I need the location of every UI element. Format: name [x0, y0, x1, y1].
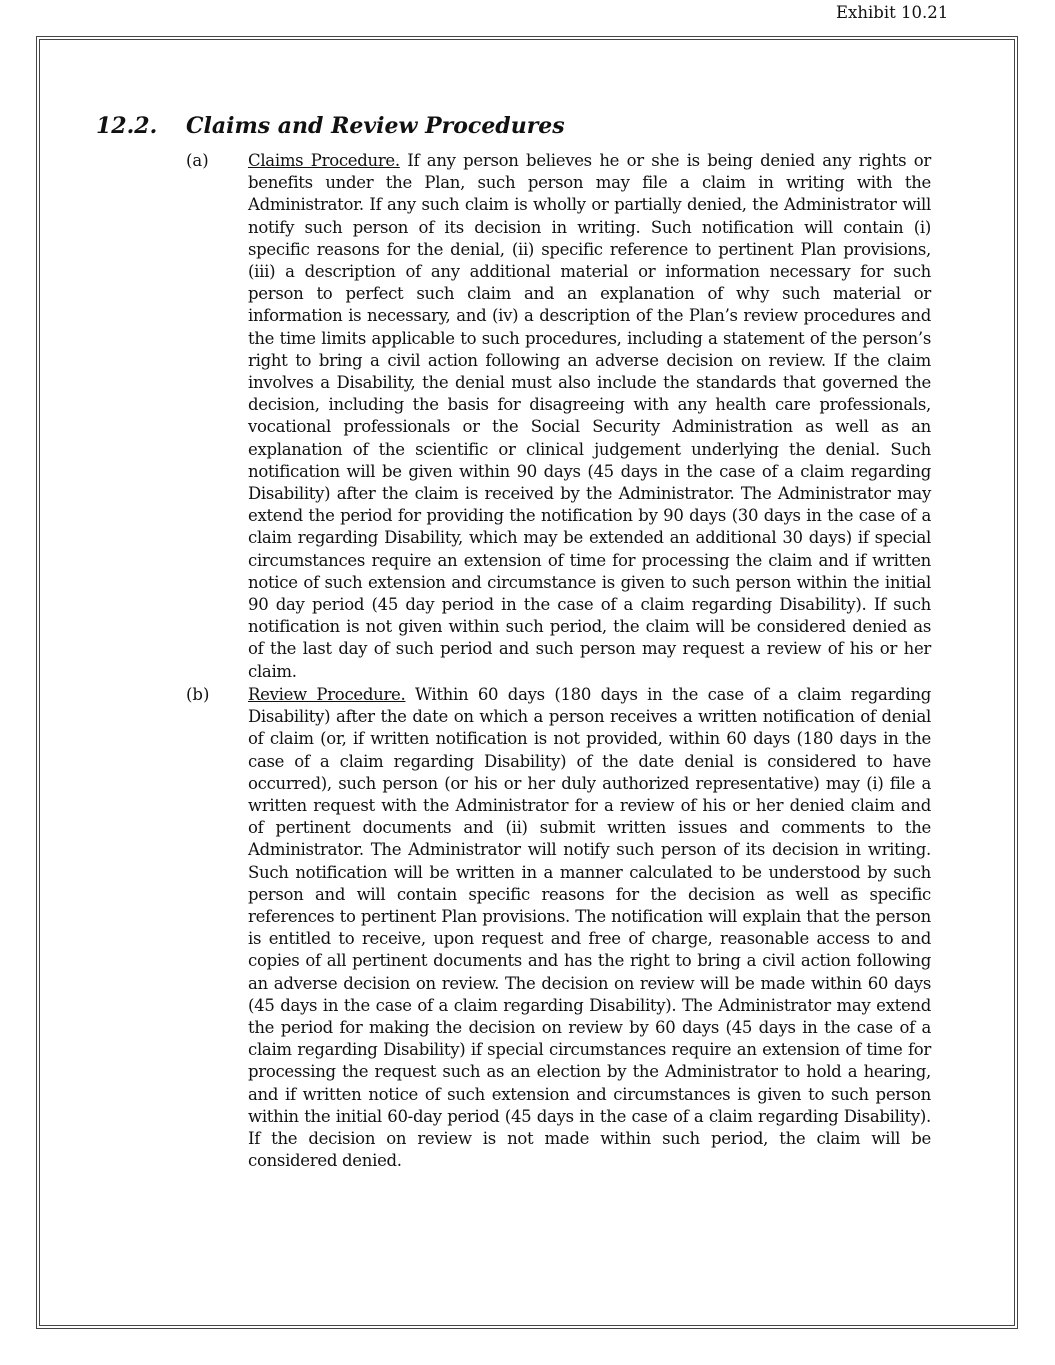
- paragraph-claims-procedure: [186, 150, 931, 683]
- paragraph-review-procedure: [186, 684, 931, 1172]
- paragraph-text: [248, 150, 931, 683]
- paragraph-label: (a): [186, 151, 209, 170]
- section-heading: [96, 111, 936, 141]
- section-title: Claims and Review Procedures: [186, 113, 565, 139]
- paragraph-text: [248, 684, 931, 1172]
- paragraph-label: (b): [186, 685, 210, 704]
- section-number: 12.2.: [96, 113, 158, 139]
- paragraph-body: Within 60 days (180 days in the case of a claim regarding Disability) after the date on which a person receives a written notification of denial of claim (or, if written notification is not provided, within 60 days (180 days in the case of a claim regarding Disability) of the date denial is considered to have occurred), such person (or his or her duly authorized representative) may (i) file a written request with the Administrator for a review of his or her denied claim and of pertinent documents and (ii) submit written issues and comments to the Administrator. The Administrator will notify such person of its decision in writing. Such notification will be written in a manner calculated to be understood by such person and will contain specific reasons for the decision as well as specific references to pertinent Plan provisions. The notification will explain that the person is entitled to receive, upon request and free of charge, reasonable access to and copies of all pertinent documents and has the right to bring a civil action following an adverse decision on review. The decision on review will be made within 60 days (45 days in the case of a claim regarding Disability). The Administrator may extend the period for making the decision on review by 60 days (45 days in the case of a claim regarding Disability) if special circumstances require an extension of time for processing the request such as an election by the Administrator to hold a hearing, and if written notice of such extension and circumstances is given to such person within the initial 60-day period (45 days in the case of a claim regarding Disability). If the decision on review is not made within such period, the claim will be considered denied.: [248, 685, 932, 1171]
- paragraph-body: If any person believes he or she is being denied any rights or benefits under the Plan, such person may file a claim in writing with the Administrator. If any such claim is wholly or partially denied, the Administrator will notify such person of its decision in writing. Such notification will contain (i) specific reasons for the denial, (ii) specific reference to pertinent Plan provisions, (iii) a description of any additional material or information necessary for such person to perfect such claim and an explanation of why such material or information is necessary, and (iv) a description of the Plan’s review procedures and the time limits applicable to such procedures, including a statement of the person’s right to bring a civil action following an adverse decision on review. If the claim involves a Disability, the denial must also include the standards that governed the decision, including the basis for disagreeing with any health care professionals, vocational professionals or the Social Security Administration as well as an explanation of the scientific or clinical judgement underlying the denial. Such notification will be given within 90 days (45 days in the case of a claim regarding Disability) after the claim is received by the Administrator. The Administrator may extend the period for providing the notification by 90 days (30 days in the case of a claim regarding Disability, which may be extended an additional 30 days) if special circumstances require an extension of time for processing the claim and if written notice of such extension and circumstance is given to such person within the initial 90 day period (45 day period in the case of a claim regarding Disability). If such notification is not given within such period, the claim will be considered denied as of the last day of such period and such person may request a review of his or her claim.: [248, 151, 931, 681]
- paragraph-title: Claims Procedure.: [248, 151, 400, 170]
- paragraph-title: Review Procedure.: [248, 685, 406, 704]
- exhibit-label: Exhibit 10.21: [836, 3, 949, 22]
